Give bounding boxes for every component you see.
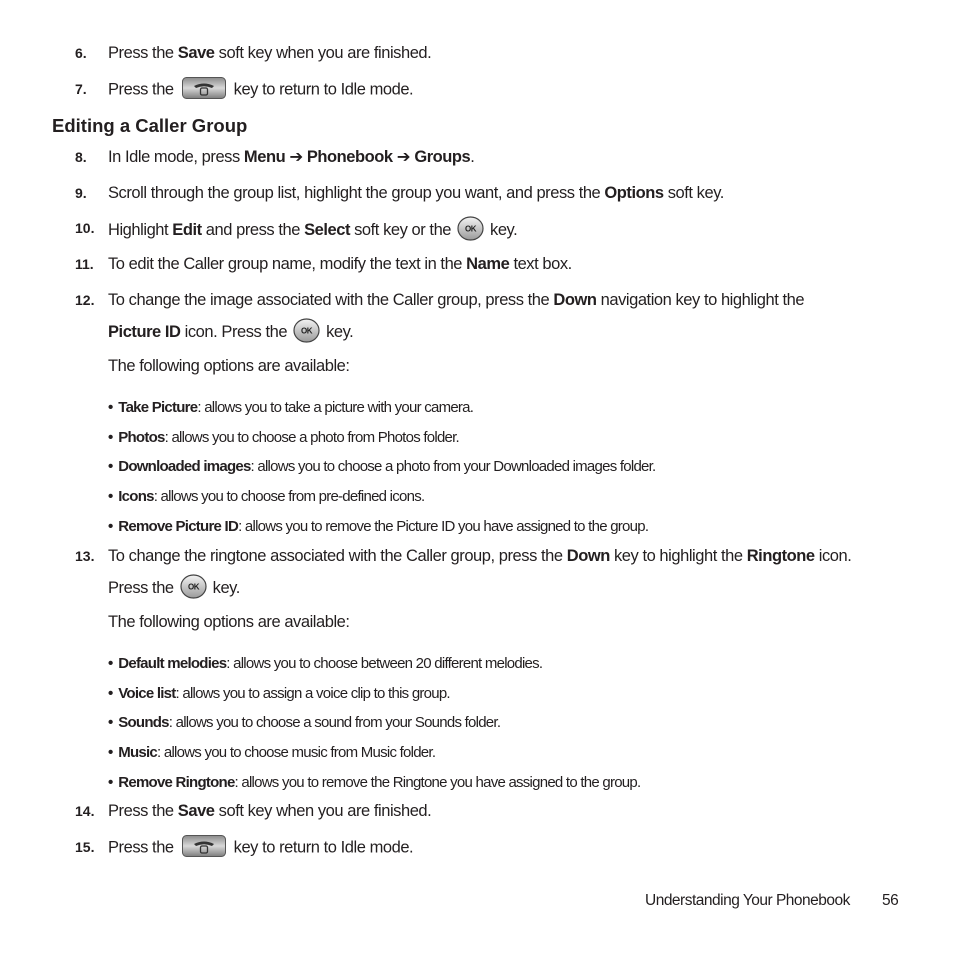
list-item: • Sounds: allows you to choose a sound from your Sounds folder. (108, 714, 501, 731)
step-text: Press the Save soft key when you are finished. (108, 802, 432, 820)
step-number: 11. (75, 256, 94, 272)
step-text: Press the key to return to Idle mode. (108, 837, 413, 859)
list-item: • Icons: allows you to choose from pre-defined icons. (108, 488, 425, 505)
step-text: Scroll through the group list, highlight the group you want, and press the Options soft key. (108, 184, 724, 202)
step-text: Highlight Edit and press the Select soft key or the OK key. (108, 218, 517, 243)
step-text: To edit the Caller group name, modify the text in the Name text box. (108, 255, 572, 273)
step-number: 14. (75, 803, 95, 819)
step-text: Press the OK key. (108, 576, 240, 601)
save-term: Save (177, 44, 215, 62)
manual-page: 6. Press the Save soft key when you are finished. 7. Press the key to return to Idle mode. Editing a Caller Group 8. In Idle mode, press Menu ➔ Phonebook ➔ Groups. 9. Scroll through the group list, highlight the group you want, and press the Options soft key. 10. Highlight Edit and press the Select soft key or the OK key. 11. To edit the Caller group name, modify the text in the Name text box. 12. To change the image associated with the Caller group, press the Down navigation key to highlight the Picture ID icon. Press the OK key. The following options are available: • Take Picture: allows you to take a picture with your camera. • Photos: allows you to choose a photo from Photos folder. • Downloaded images: allows you to choose a photo from your Downloaded images folder. • Icons: allows you to choose from pre-defined icons. • Remove Picture ID: allows you to remove the Picture ID you have assigned to the group. 13. To change the ringtone associated with the Caller group, press the Down key to highlight the Ringtone icon. Press the OK key. The following options are available: • Default melodies: allows you to choose between 20 different melodies. • Voice list: allows you to assign a voice clip to this group. • Sounds: allows you to choose a sound from your Sounds folder. • Music: allows you to choose music from Music folder. • Remove Ringtone: allows you to remove the Ringtone you have assigned to the group. 14. Press the Save soft key when you are finished. 15. Press the key to return to Idle mode. Understanding Your Phonebook 56 (52, 44, 899, 909)
footer-section-title: Understanding Your Phonebook (645, 892, 850, 909)
step-text: Picture ID icon. Press the OK key. (108, 320, 353, 345)
step-number: 8. (75, 149, 87, 165)
list-item: • Take Picture: allows you to take a picture with your camera. (108, 399, 474, 416)
section-heading: Editing a Caller Group (52, 115, 248, 136)
step-number: 15. (75, 839, 95, 855)
list-item: • Music: allows you to choose music from Music folder. (108, 744, 436, 761)
end-key-icon (182, 835, 226, 857)
step-number: 13. (75, 548, 95, 564)
step-text: Press the key to return to Idle mode. (108, 79, 413, 101)
ok-key-icon (293, 318, 320, 343)
list-item: • Photos: allows you to choose a photo from Photos folder. (108, 429, 459, 446)
step-number: 6. (75, 45, 87, 61)
list-item: • Downloaded images: allows you to choose a photo from your Downloaded images folder. (108, 458, 656, 475)
step-text: To change the ringtone associated with the Caller group, press the Down key to highlight the Ringtone icon. (108, 547, 852, 565)
ok-key-icon (457, 216, 484, 241)
step-number: 9. (75, 185, 87, 201)
list-item: • Default melodies: allows you to choose between 20 different melodies. (108, 655, 543, 672)
step-number: 12. (75, 292, 95, 308)
list-item: • Voice list: allows you to assign a voice clip to this group. (108, 685, 450, 702)
ok-key-label: OK (464, 224, 477, 234)
step-text: To change the image associated with the Caller group, press the Down navigation key to highlight the (108, 291, 805, 309)
list-item: • Remove Ringtone: allows you to remove the Ringtone you have assigned to the group. (108, 774, 641, 791)
step-text: Press the Save soft key when you are finished. (108, 44, 432, 62)
step-number: 7. (75, 81, 87, 97)
step-text: In Idle mode, press Menu ➔ Phonebook ➔ Groups. (108, 148, 475, 166)
end-key-icon (182, 77, 226, 99)
step-number: 10. (75, 220, 95, 236)
page-number: 56 (882, 892, 899, 909)
ok-key-label: OK (187, 582, 199, 592)
ok-key-icon (180, 574, 207, 599)
list-item: • Remove Picture ID: allows you to remove the Picture ID you have assigned to the group. (108, 518, 649, 535)
ok-key-label: OK (301, 326, 313, 336)
